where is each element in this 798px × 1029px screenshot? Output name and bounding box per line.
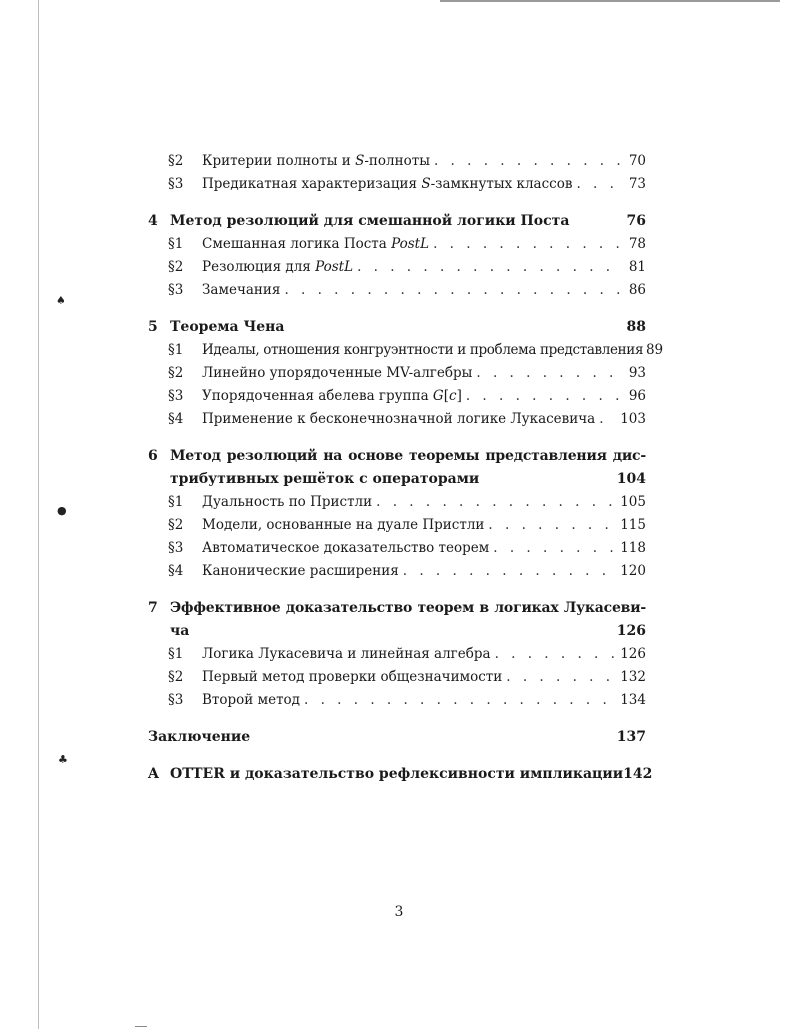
leader-dots (434, 150, 622, 173)
leader-dots (506, 666, 616, 689)
page-ref: 134 (620, 692, 646, 708)
appendix-letter: A (148, 766, 159, 782)
section-title: Автоматическое доказательство теорем (202, 540, 490, 556)
section-number: §2 (168, 153, 184, 169)
section-title: Применение к бесконечнозначной логике Лукасевича (202, 411, 596, 427)
toc-entry-chapter[interactable] (148, 210, 646, 233)
page-ref: 86 (628, 282, 646, 298)
punch-hole-mark-2: ● (57, 504, 67, 517)
chapter-title: Теорема Чена (170, 319, 285, 335)
toc-entry-section[interactable] (148, 514, 646, 537)
section-title: Линейно упорядоченные MV-алгебры (202, 365, 473, 381)
section-number: §3 (168, 282, 184, 298)
section-title: Второй метод (202, 692, 300, 708)
table-of-contents (148, 150, 664, 786)
toc-entry-section[interactable] (148, 689, 646, 712)
section-number: §4 (168, 411, 184, 427)
page-ref: 126 (620, 646, 646, 662)
leader-dots (599, 408, 616, 431)
toc-entry-appendix[interactable] (148, 763, 653, 786)
leader-dots (284, 279, 622, 302)
section-title: Резолюция для PostL (202, 259, 354, 275)
chapter-title-line2: трибутивных решёток с операторами (170, 471, 480, 487)
toc-entry-section[interactable] (148, 173, 646, 196)
page-ref: 137 (616, 729, 646, 745)
section-title: Первый метод проверки общезначимости (202, 669, 503, 685)
page-ref: 104 (616, 471, 646, 487)
toc-entry-chapter[interactable] (148, 597, 646, 643)
chapter-title: Метод резолюций для смешанной логики Поста (170, 213, 570, 229)
section-title: Упорядоченная абелева группа G[c] (202, 388, 462, 404)
toc-entry-section[interactable] (148, 643, 646, 666)
scan-edge-bottom (135, 1026, 147, 1027)
toc-entry-chapter[interactable] (148, 445, 646, 491)
section-title: Смешанная логика Поста PostL (202, 236, 430, 252)
page-ref: 76 (626, 213, 646, 229)
section-number: §3 (168, 540, 184, 556)
toc-entry-conclusion[interactable] (148, 726, 646, 749)
section-title: Идеалы, отношения конгруэнтности и проблема представления (202, 342, 644, 358)
section-number: §3 (168, 388, 184, 404)
page-ref: 93 (628, 365, 646, 381)
toc-entry-section[interactable] (148, 537, 646, 560)
toc-entry-section[interactable] (148, 279, 646, 302)
chapter-number: 4 (148, 213, 158, 229)
toc-entry-section[interactable] (148, 560, 646, 583)
chapter-number: 7 (148, 600, 158, 616)
page-ref: 73 (628, 176, 646, 192)
section-number: §1 (168, 236, 184, 252)
leader-dots (403, 560, 616, 583)
toc-entry-section[interactable] (148, 408, 646, 431)
chapter-title-line1: Эффективное доказательство теорем в логиках Лукасеви- (170, 600, 646, 616)
page-ref: 88 (626, 319, 646, 335)
section-number: §3 (168, 692, 184, 708)
toc-entry-section[interactable] (148, 339, 664, 362)
chapter-title: Заключение (148, 729, 251, 745)
page-number: 3 (394, 904, 404, 920)
toc-entry-section[interactable] (148, 150, 646, 173)
page-ref: 132 (620, 669, 646, 685)
section-title: Модели, основанные на дуале Пристли (202, 517, 485, 533)
leader-dots (476, 362, 622, 385)
leader-dots (304, 689, 616, 712)
scan-edge-top (440, 0, 780, 2)
page-ref: 103 (620, 411, 646, 427)
toc-entry-section[interactable] (148, 233, 646, 256)
section-title: Замечания (202, 282, 281, 298)
section-number: §4 (168, 563, 184, 579)
page-ref: 105 (620, 494, 646, 510)
section-title: Канонические расширения (202, 563, 399, 579)
section-title: Дуальность по Пристли (202, 494, 373, 510)
chapter-title-line1: Метод резолюций на основе теоремы представления дис- (170, 448, 646, 464)
chapter-number: 6 (148, 448, 158, 464)
section-number: §3 (168, 176, 184, 192)
leader-dots (488, 514, 616, 537)
section-number: §1 (168, 342, 184, 358)
leader-dots (376, 491, 616, 514)
toc-entry-section[interactable] (148, 491, 646, 514)
chapter-number: 5 (148, 319, 158, 335)
page-ref: 81 (628, 259, 646, 275)
section-number: §2 (168, 517, 184, 533)
toc-entry-section[interactable] (148, 666, 646, 689)
leader-dots (433, 233, 622, 256)
page-ref: 89 (645, 342, 664, 358)
section-title: Критерии полноты и S-полноты (202, 153, 430, 169)
punch-hole-mark-1: ♠ (56, 294, 66, 307)
leader-dots (466, 385, 622, 408)
page-ref: 115 (620, 517, 646, 533)
toc-entry-chapter[interactable] (148, 316, 646, 339)
toc-entry-section[interactable] (148, 256, 646, 279)
scan-edge-left (38, 0, 39, 1029)
page-ref: 120 (620, 563, 646, 579)
page-ref: 126 (616, 623, 646, 639)
punch-hole-mark-3: ♣ (58, 753, 68, 766)
section-number: §2 (168, 365, 184, 381)
leader-dots (357, 256, 622, 279)
chapter-title-line2: ча (170, 623, 190, 639)
page-ref: 96 (628, 388, 646, 404)
section-title: Логика Лукасевича и линейная алгебра (202, 646, 491, 662)
page-ref: 142 (623, 766, 653, 782)
section-title: Предикатная характеризация S-замкнутых классов (202, 176, 573, 192)
leader-dots (495, 643, 617, 666)
page-ref: 78 (628, 236, 646, 252)
leader-dots (576, 173, 622, 196)
page-ref: 70 (628, 153, 646, 169)
chapter-title: OTTER и доказательство рефлексивности импликации (170, 766, 624, 782)
toc-entry-section[interactable] (148, 362, 646, 385)
toc-entry-section[interactable] (148, 385, 646, 408)
page-ref: 118 (620, 540, 646, 556)
section-number: §2 (168, 259, 184, 275)
section-number: §1 (168, 494, 184, 510)
section-number: §2 (168, 669, 184, 685)
leader-dots (493, 537, 616, 560)
section-number: §1 (168, 646, 184, 662)
